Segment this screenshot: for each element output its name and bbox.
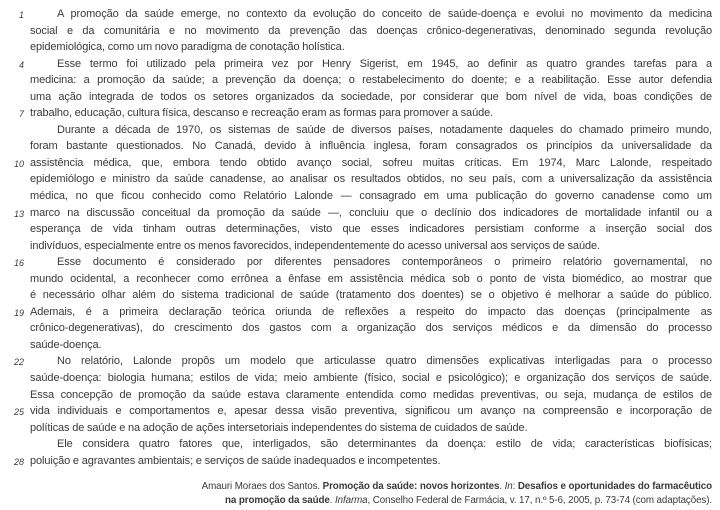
text-line <box>0 23 720 40</box>
text-line <box>0 420 720 437</box>
text-line-content: No relatório, Lalonde propôs um modelo que articulasse quatro dimensões explicativas interligadas para o processo <box>57 355 712 368</box>
line-number: 28 <box>13 456 24 467</box>
citation-segment: In <box>504 481 513 493</box>
document-lines <box>0 6 720 469</box>
line-number: 4 <box>18 59 24 70</box>
text-line-content: médica, no que ficou conhecido como Relatório Lalonde — consagrado em uma publicação do governo canadense como um <box>30 190 712 203</box>
text-line <box>0 271 720 288</box>
text-line <box>0 205 720 222</box>
text-line-content: mundo ocidental, a reconhecer como errônea a ênfase em assistência médica sob o ponto de vista biomédico, ao mostrar que <box>30 272 712 285</box>
text-line-content: Essa concepção de promoção da saúde estava claramente entendida como medidas preventivas, ou seja, mudança de estilos de <box>30 388 712 401</box>
text-line-content: foram bastante questionados. No Canadá, devido à influência inglesa, foram consagrados os princípios da universalidade da <box>30 140 712 153</box>
line-number: 10 <box>13 158 24 169</box>
citation-line <box>0 480 712 493</box>
text-line-content: trabalho, educação, cultura física, descanso e recreação eram as formas para promover a saúde. <box>30 107 494 120</box>
citation-line <box>0 494 712 507</box>
citation-segment: . <box>499 481 505 493</box>
text-line <box>0 370 720 387</box>
text-line <box>0 337 720 354</box>
line-number: 16 <box>13 258 24 269</box>
text-line <box>0 254 720 271</box>
text-line <box>0 353 720 370</box>
citation-segment: na promoção da saúde <box>225 494 330 506</box>
text-line <box>0 221 720 238</box>
text-line <box>0 89 720 106</box>
text-line-content: saúde-doença: biologia humana; estilos de vida; meio ambiente (físico, social e psicológico); e organização dos serviços de saúde. <box>30 372 712 385</box>
text-line <box>0 122 720 139</box>
text-line-content: social e da comunitária e no movimento da prevenção das doenças crônico-degenerativas, denominado segunda revolução <box>30 24 712 37</box>
text-line <box>0 403 720 420</box>
line-number: 1 <box>18 10 24 20</box>
text-line <box>0 436 720 453</box>
text-line-content: é necessário olhar além do sistema tradicional de saúde (tratamento dos doentes) se o objetivo é melhorar a saúde do público. <box>30 289 712 302</box>
text-line-content: políticas de saúde e na adoção de ações intersetoriais independentes do sistema de cuidados de saúde. <box>30 421 528 434</box>
citation-segment: Amauri Moraes dos Santos. <box>201 481 323 493</box>
text-line-content: assistência médica, que, embora tendo obtido avanço social, sofreu muitas críticas. Em 1974, Marc Lalonde, respeitado <box>30 156 712 169</box>
text-line-content: esperança de vida tinham outras determinações, visto que esses indicadores persistiam conforme a inserção social dos <box>30 223 712 236</box>
citation-segment: Promoção da saúde: novos horizontes <box>322 481 500 493</box>
text-line-content: medicina: a promoção da saúde; a prevenção da doença; o restabelecimento do doente; e a reabilitação. Esse autor defendia <box>30 74 712 87</box>
text-line-content: uma ação integrada de todos os setores organizados da sociedade, por considerar que bom nível de vida, boas condições de <box>30 90 712 103</box>
line-number: 7 <box>18 109 24 120</box>
text-line <box>0 453 720 470</box>
citation-segment: . <box>329 494 336 506</box>
text-line <box>0 72 720 89</box>
text-line-content: epidemiólogo e ministro da saúde canadense, ao analisar os resultados obtidos, no seu país, com a universalização da assistência <box>30 173 712 186</box>
line-number: 22 <box>13 357 24 368</box>
source-citation <box>0 480 712 506</box>
text-line-content: vida individuais e comportamentos e, apesar dessa visão preventiva, significou um avanço na compreensão e incorporação de <box>30 405 712 418</box>
text-line <box>0 171 720 188</box>
text-line-content: A promoção da saúde emerge, no contexto da evolução do conceito de saúde-doença e evolui no movimento da medicina <box>57 8 712 20</box>
text-line-content: epidemiológica, como um novo paradigma de conotação holística. <box>30 41 345 54</box>
text-line-content: saúde-doença. <box>30 338 102 351</box>
text-line-content: crônico-degenerativas), do crescimento dos gastos com a organização dos serviços médicos e da dimensão do processo <box>30 322 712 335</box>
text-line <box>0 304 720 321</box>
text-line <box>0 387 720 404</box>
text-line <box>0 320 720 337</box>
text-line <box>0 188 720 205</box>
text-line <box>0 138 720 155</box>
text-line-content: Ademais, é a primeira declaração teórica oriunda de reflexões a respeito do impacto das doenças (principalmente as <box>30 305 712 318</box>
text-line <box>0 56 720 73</box>
text-line-content: indivíduos, especialmente entre os menos favorecidos, independentemente do acesso universal aos serviços de saúde. <box>30 239 600 252</box>
text-line <box>0 238 720 255</box>
citation-segment: Desafios e oportunidades do farmacêutico <box>517 481 712 493</box>
citation-segment: Infarma <box>335 494 368 506</box>
line-number: 25 <box>13 407 24 418</box>
text-line-content: Esse termo foi utilizado pela primeira vez por Henry Sigerist, em 1945, ao definir as quatro grandes tarefas para a <box>57 57 712 70</box>
text-line-content: Durante a década de 1970, os sistemas de saúde de diversos países, notadamente daqueles do chamado primeiro mundo, <box>57 123 712 136</box>
citation-segment: , Conselho Federal de Farmácia, v. 17, n.º 5-6, 2005, p. 73-74 (com adaptações). <box>367 494 712 506</box>
line-number: 19 <box>13 307 24 318</box>
text-line <box>0 105 720 122</box>
text-line <box>0 39 720 56</box>
citation-segment: : <box>512 481 518 493</box>
line-number: 13 <box>13 208 24 219</box>
text-line-content: Ele considera quatro fatores que, interligados, são determinantes da doença: estilo de vida; características biofísicas; <box>57 438 712 451</box>
text-line <box>0 287 720 304</box>
text-line-content: marco na discussão conceitual da promoção da saúde —, concluiu que o declínio dos indicadores de mortalidade infantil ou a <box>30 206 712 219</box>
text-line <box>0 6 720 23</box>
text-line-content: poluição e agravantes ambientais; e serviços de saúde inadequados e incompetentes. <box>30 454 441 467</box>
text-line-content: Esse documento é considerado por diferentes pensadores contemporâneos o primeiro relatório governamental, no <box>57 256 712 269</box>
text-line <box>0 155 720 172</box>
